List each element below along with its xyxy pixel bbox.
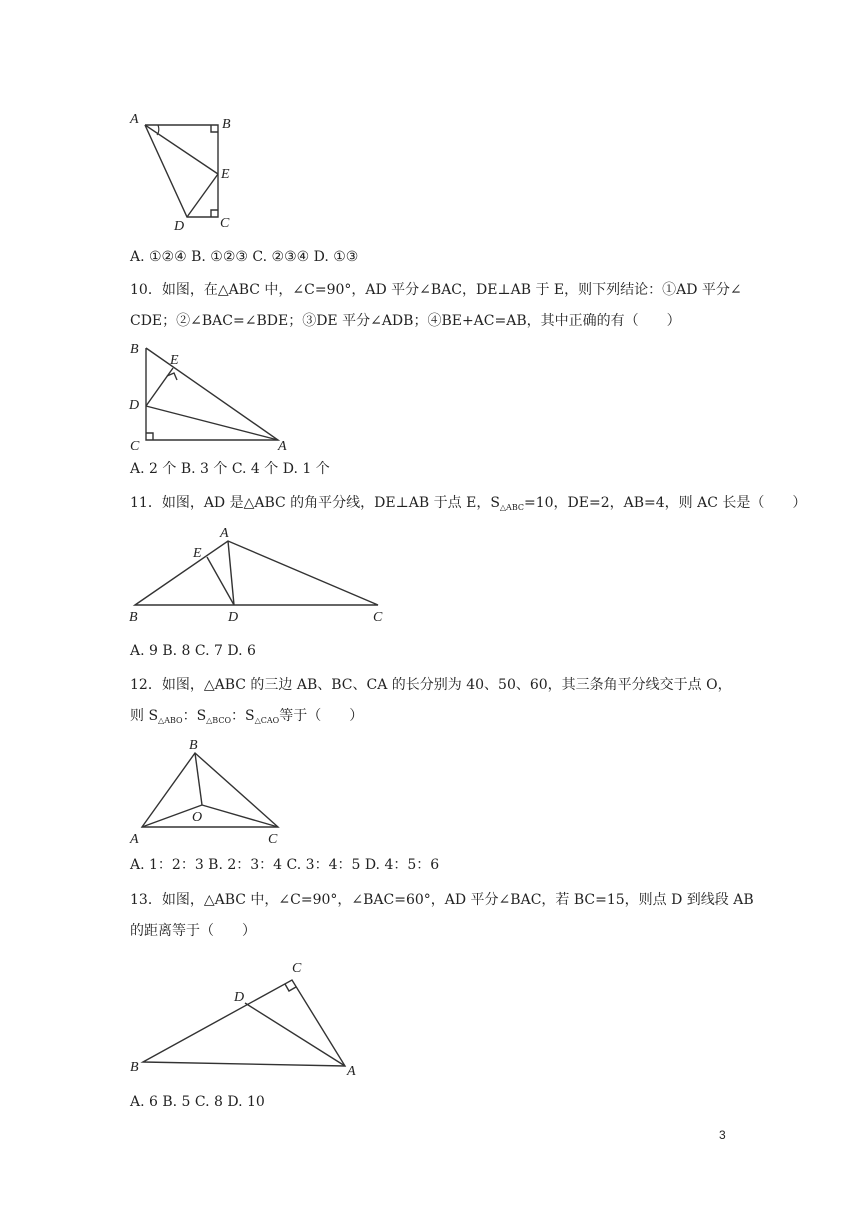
q10-label-a: A — [278, 439, 287, 454]
q12-s3: S — [245, 708, 255, 724]
q9-options: A. ①②④ B. ①②③ C. ②③④ D. ①③ — [130, 249, 359, 265]
q10-figure — [125, 340, 305, 455]
q10-options: A. 2 个 B. 3 个 C. 4 个 D. 1 个 — [130, 461, 330, 477]
q11-figure — [125, 525, 395, 630]
q12-s1: S — [148, 708, 159, 724]
q12-stem-pre: 则 — [130, 708, 149, 724]
q13-label-d: D — [234, 990, 245, 1005]
q13-stem-line1: 13．如图，△ABC 中，∠C=90°，∠BAC=60°，AD 平分∠BAC，若 BC=15，则点 D 到线段 AB — [130, 892, 754, 908]
q12-label-a: A — [130, 832, 139, 847]
q12-sep1: ： — [182, 708, 197, 724]
q9-figure — [120, 105, 270, 235]
q9-label-e: E — [221, 167, 230, 182]
q12-label-b: B — [189, 738, 198, 753]
q10-label-c: C — [130, 439, 140, 454]
q13-options: A. 6 B. 5 C. 8 D. 10 — [130, 1094, 265, 1110]
q12-label-c: C — [268, 832, 278, 847]
q10-stem-line1: 10．如图，在△ABC 中，∠C=90°，AD 平分∠BAC，DE⊥AB 于 E，则下列结论：①AD 平分∠ — [130, 282, 742, 298]
q11-stem-pre: 11．如图，AD 是△ABC 的角平分线，DE⊥AB 于点 E，S — [130, 495, 500, 511]
q12-sub2: △BCO — [206, 716, 232, 725]
q11-stem-sub: △ABC — [499, 503, 524, 512]
q11-options: A. 9 B. 8 C. 7 D. 6 — [130, 643, 256, 659]
q12-stem-post: 等于（ ） — [279, 708, 364, 724]
q13-label-b: B — [130, 1060, 139, 1075]
q13-figure — [125, 955, 370, 1080]
q13-label-c: C — [292, 961, 302, 976]
q10-label-d: D — [129, 398, 140, 413]
q13-stem-line2: 的距离等于（ ） — [130, 923, 256, 939]
q12-sub1: △ABO — [158, 716, 183, 725]
q12-figure — [125, 735, 295, 850]
q9-label-b: B — [222, 117, 231, 132]
q10-label-b: B — [130, 342, 139, 357]
q11-label-d: D — [228, 610, 239, 625]
q9-label-d: D — [174, 219, 185, 234]
q12-stem-line1: 12．如图，△ABC 的三边 AB、BC、CA 的长分别为 40、50、60，其三条角平分线交于点 O， — [130, 677, 732, 693]
q10-label-e: E — [170, 353, 179, 368]
q11-stem-post: =10，DE=2，AB=4，则 AC 长是（ ） — [523, 495, 807, 511]
q11-label-c: C — [373, 610, 383, 625]
q9-label-c: C — [220, 216, 230, 231]
page-number: 3 — [719, 1128, 726, 1142]
q11-label-e: E — [193, 546, 202, 561]
q12-s2: S — [196, 708, 207, 724]
q11-label-a: A — [220, 526, 229, 541]
q10-stem-line2: CDE；②∠BAC=∠BDE；③DE 平分∠ADB；④BE+AC=AB，其中正确的有（ ） — [130, 313, 681, 329]
q12-sep2: ： — [231, 708, 246, 724]
q12-label-o: O — [192, 810, 203, 825]
q11-stem — [130, 493, 806, 515]
q11-label-b: B — [129, 610, 138, 625]
q12-stem-line2 — [130, 706, 363, 728]
q12-options: A. 1：2：3 B. 2：3：4 C. 3：4：5 D. 4：5：6 — [130, 857, 440, 873]
q9-label-a: A — [130, 112, 139, 127]
q12-sub3: △CAO — [254, 716, 280, 725]
q13-label-a: A — [347, 1064, 356, 1079]
